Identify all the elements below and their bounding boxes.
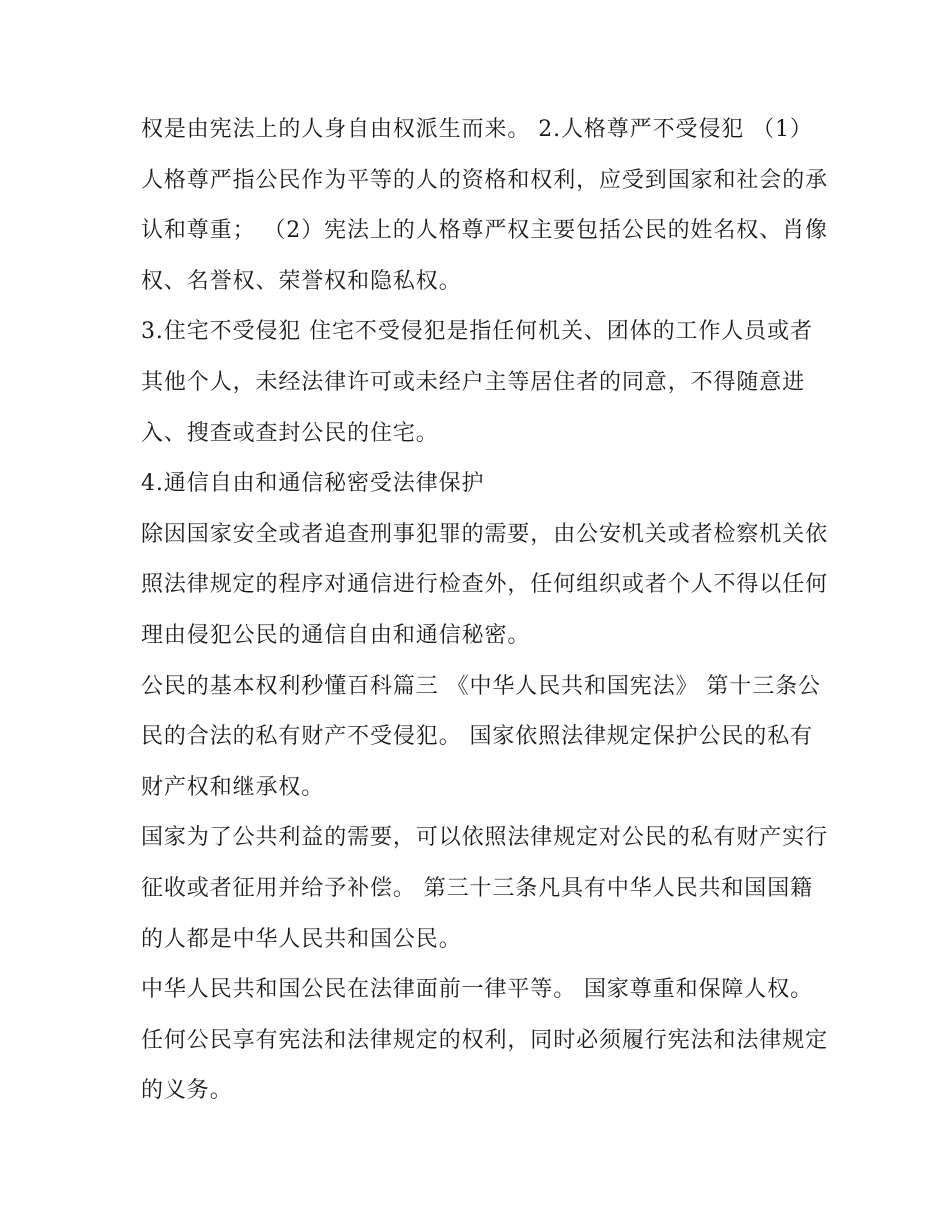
document-body	[141, 105, 831, 1117]
paragraph-correspondence: 除因国家安全或者追查刑事犯罪的需要，由公安机关或者检察机关依照法律规定的程序对通信进行检查外，任何组织或者个人不得以任何理由侵犯公民的通信自由和通信秘密。	[141, 521, 829, 648]
paragraph-expropriation: 国家为了公共利益的需要，可以依照法律规定对公民的私有财产实行征收或者征用并给予补偿。 第三十三条凡具有中华人民共和国国籍的人都是中华人民共和国公民。	[141, 825, 829, 952]
paragraph-dignity: 权是由宪法上的人身自由权派生而来。 2.人格尊严不受侵犯 （1）人格尊严指公民作为平等的人的资格和权利，应受到国家和社会的承认和尊重； （2）宪法上的人格尊严权主要包括公民的姓名权、肖像权、名誉权、荣誉权和隐私权。	[141, 117, 829, 294]
paragraph-property: 公民的基本权利秒懂百科篇三 《中华人民共和国宪法》 第十三条公民的合法的私有财产不受侵犯。 国家依照法律规定保护公民的私有财产权和继承权。	[141, 673, 821, 800]
paragraph-equality: 中华人民共和国公民在法律面前一律平等。 国家尊重和保障人权。 任何公民享有宪法和法律规定的权利，同时必须履行宪法和法律规定的义务。	[141, 977, 829, 1104]
paragraph-correspondence-heading: 4.通信自由和通信秘密受法律保护	[141, 471, 485, 497]
paragraph-residence: 3.住宅不受侵犯 住宅不受侵犯是指任何机关、团体的工作人员或者其他个人，未经法律许可或未经户主等居住者的同意，不得随意进入、搜查或查封公民的住宅。	[141, 319, 813, 446]
